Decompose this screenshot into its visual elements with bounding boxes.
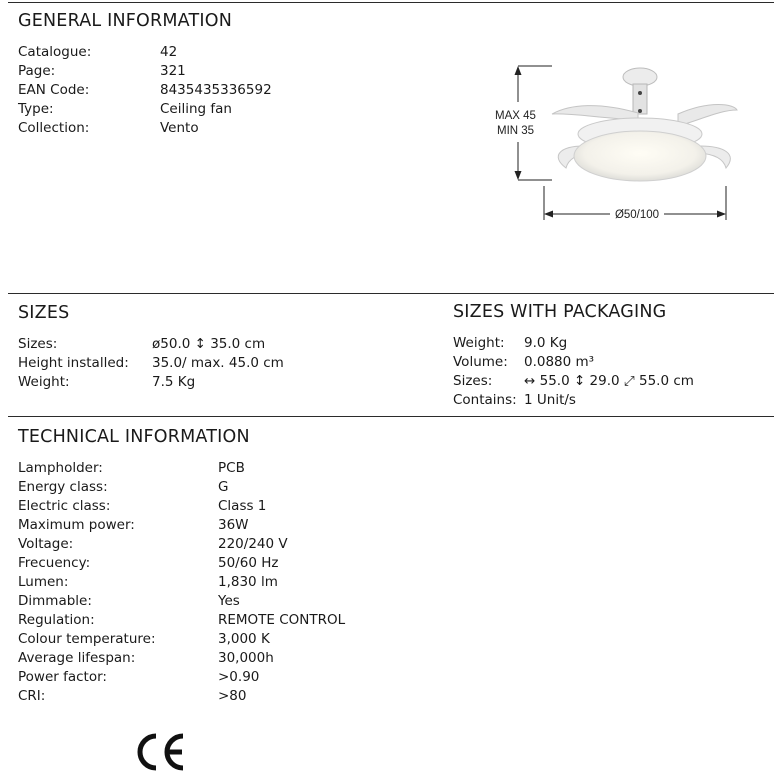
packaging-list bbox=[453, 334, 753, 410]
diameter-label: Ø50/100 bbox=[614, 209, 660, 221]
general-row-collection bbox=[18, 119, 318, 138]
height-installed-value: 35.0/ max. 45.0 cm bbox=[152, 355, 284, 371]
tech-row-regulation bbox=[18, 611, 418, 630]
voltage-value: 220/240 V bbox=[218, 536, 288, 552]
height-min-label: MIN 35 bbox=[497, 125, 535, 137]
packaging-row-weight bbox=[453, 334, 753, 353]
average-lifespan-label: Average lifespan: bbox=[18, 650, 136, 666]
energy-class-value: G bbox=[218, 479, 229, 495]
dimmable-label: Dimmable: bbox=[18, 593, 92, 609]
top-divider bbox=[8, 2, 774, 3]
tech-row-cri bbox=[18, 687, 418, 706]
lumen-label: Lumen: bbox=[18, 574, 69, 590]
power-factor-label: Power factor: bbox=[18, 669, 107, 685]
dimmable-value: Yes bbox=[218, 593, 240, 609]
energy-class-label: Energy class: bbox=[18, 479, 108, 495]
voltage-label: Voltage: bbox=[18, 536, 74, 552]
maximum-power-label: Maximum power: bbox=[18, 517, 135, 533]
colour-temperature-value: 3,000 K bbox=[218, 631, 270, 647]
packaging-sizes-value: ↔ 55.0 ↕ 29.0 ⤢ 55.0 cm bbox=[524, 373, 694, 389]
sizes-label: Sizes: bbox=[18, 336, 58, 352]
general-information-heading: GENERAL INFORMATION bbox=[18, 11, 232, 31]
sizes-value: ø50.0 ↕ 35.0 cm bbox=[152, 336, 266, 352]
height-max-label: MAX 45 bbox=[495, 110, 536, 122]
packaging-volume-value: 0.0880 m³ bbox=[524, 354, 595, 370]
ce-mark-icon bbox=[132, 729, 188, 775]
weight-value: 7.5 Kg bbox=[152, 374, 196, 390]
tech-row-power-factor bbox=[18, 668, 418, 687]
packaging-volume-label: Volume: bbox=[453, 354, 508, 370]
page-value: 321 bbox=[160, 63, 186, 79]
packaging-weight-value: 9.0 Kg bbox=[524, 335, 568, 351]
general-row-ean bbox=[18, 81, 318, 100]
tech-row-average-lifespan bbox=[18, 649, 418, 668]
tech-row-energy-class bbox=[18, 478, 418, 497]
tech-row-maximum-power bbox=[18, 516, 418, 535]
catalogue-value: 42 bbox=[160, 44, 178, 60]
tech-row-electric-class bbox=[18, 497, 418, 516]
lampholder-label: Lampholder: bbox=[18, 460, 103, 476]
electric-class-label: Electric class: bbox=[18, 498, 111, 514]
weight-label: Weight: bbox=[18, 374, 70, 390]
tech-row-colour-temperature bbox=[18, 630, 418, 649]
frequency-label: Frecuency: bbox=[18, 555, 91, 571]
fan-light-panel bbox=[574, 131, 706, 181]
lumen-value: 1,830 lm bbox=[218, 574, 278, 590]
lampholder-value: PCB bbox=[218, 460, 245, 476]
sizes-divider bbox=[8, 293, 774, 294]
catalogue-label: Catalogue: bbox=[18, 44, 92, 60]
power-factor-value: >0.90 bbox=[218, 669, 260, 685]
general-row-catalogue bbox=[18, 43, 318, 62]
technical-info-list bbox=[18, 459, 418, 706]
colour-temperature-label: Colour temperature: bbox=[18, 631, 156, 647]
packaging-row-sizes bbox=[453, 372, 753, 391]
ean-value: 8435435336592 bbox=[160, 82, 272, 98]
fan-blade-left bbox=[552, 106, 638, 120]
packaging-contains-value: 1 Unit/s bbox=[524, 392, 576, 408]
cri-value: >80 bbox=[218, 688, 247, 704]
average-lifespan-value: 30,000h bbox=[218, 650, 274, 666]
general-row-page bbox=[18, 62, 318, 81]
maximum-power-value: 36W bbox=[218, 517, 249, 533]
fan-canopy bbox=[623, 68, 657, 86]
packaging-row-contains bbox=[453, 391, 753, 410]
sizes-row-weight bbox=[18, 373, 318, 392]
packaging-contains-label: Contains: bbox=[453, 392, 517, 408]
sizes-row-height-installed bbox=[18, 354, 318, 373]
general-info-list bbox=[18, 43, 318, 138]
packaging-sizes-label: Sizes: bbox=[453, 373, 493, 389]
packaging-row-volume bbox=[453, 353, 753, 372]
type-label: Type: bbox=[18, 101, 54, 117]
sizes-heading: SIZES bbox=[18, 303, 70, 323]
collection-value: Vento bbox=[160, 120, 199, 136]
frequency-value: 50/60 Hz bbox=[218, 555, 279, 571]
tech-row-frequency bbox=[18, 554, 418, 573]
tech-row-voltage bbox=[18, 535, 418, 554]
type-value: Ceiling fan bbox=[160, 101, 232, 117]
tech-row-dimmable bbox=[18, 592, 418, 611]
tech-row-lumen bbox=[18, 573, 418, 592]
packaging-weight-label: Weight: bbox=[453, 335, 505, 351]
fan-illustration bbox=[552, 68, 737, 181]
page-label: Page: bbox=[18, 63, 56, 79]
height-dimension-line bbox=[515, 66, 553, 180]
height-installed-label: Height installed: bbox=[18, 355, 129, 371]
sizes-row-sizes bbox=[18, 335, 318, 354]
general-row-type bbox=[18, 100, 318, 119]
electric-class-value: Class 1 bbox=[218, 498, 267, 514]
sizes-list bbox=[18, 335, 318, 392]
fan-blade-right bbox=[678, 105, 737, 127]
regulation-value: REMOTE CONTROL bbox=[218, 612, 346, 628]
technical-information-heading: TECHNICAL INFORMATION bbox=[18, 427, 250, 447]
tech-row-lampholder bbox=[18, 459, 418, 478]
packaging-heading: SIZES WITH PACKAGING bbox=[453, 302, 667, 322]
cri-label: CRI: bbox=[18, 688, 46, 704]
technical-divider bbox=[8, 416, 774, 417]
regulation-label: Regulation: bbox=[18, 612, 95, 628]
collection-label: Collection: bbox=[18, 120, 90, 136]
ean-label: EAN Code: bbox=[18, 82, 90, 98]
fan-dimension-diagram bbox=[488, 58, 738, 228]
